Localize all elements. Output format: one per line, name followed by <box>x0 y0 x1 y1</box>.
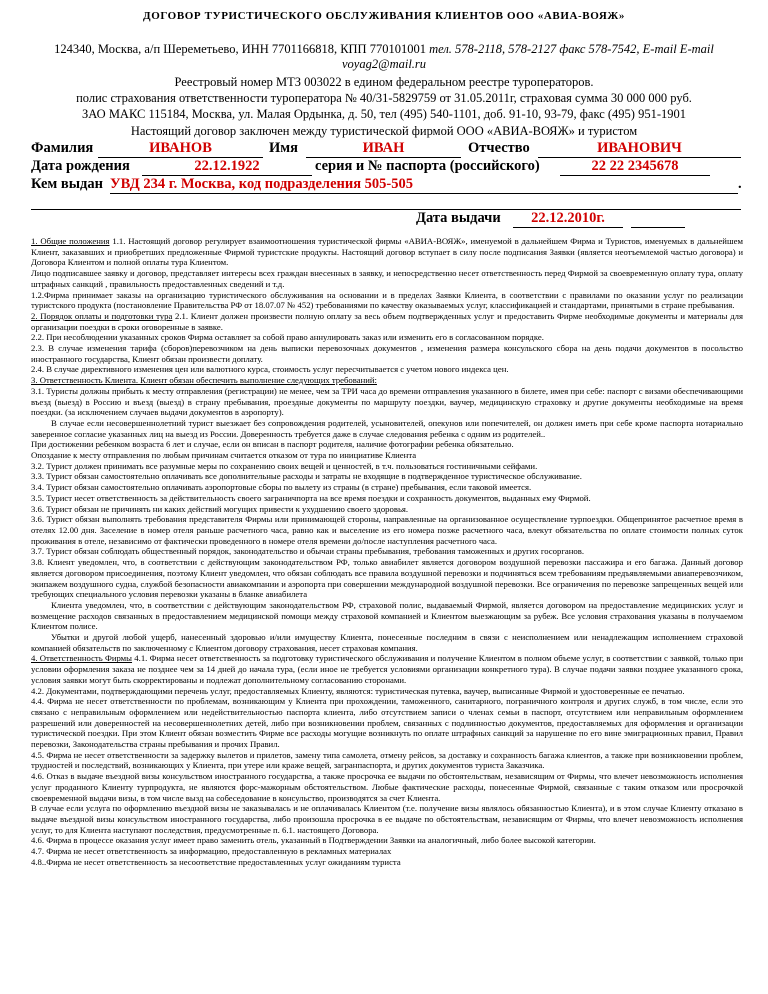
surname-label: Фамилия <box>31 140 94 156</box>
birth-field[interactable]: 22.12.1922 <box>142 158 312 176</box>
issue-date-row <box>31 210 741 230</box>
paragraph: 3.7. Турист обязан соблюдать общественный порядок, законодательство и обычаи страны пребывания, требования таможенных и других госорганов. <box>31 546 585 557</box>
paragraph: 4.2. Документами, подтверждающими перечень услуг, предоставляемых Клиенту, являются: туристическая путевка, ваучер, выписанные Фирмой и удостоверенные ее печатью. <box>31 685 685 696</box>
patronymic-field[interactable]: ИВАНОВИЧ <box>538 140 741 158</box>
paragraph: 3.6. Турист обязан выполнять требования представителя Фирмы или принимающей стороны, направленные на организованное осуществление турпоездки. Общепринятое расчетное время в отелях 12.00 дня. Заселение в номер отеля раньше расчетного часа, равно как и выселение из его номера позже расчетного часа, влекут обязательства по оплате стоимости полных суток проживания в отеле, независимо от фактически проведенного в номере отеля времени до/после наступления расчетного часа. <box>31 514 743 546</box>
issued-field[interactable]: УВД 234 г. Москва, код подразделения 505-505 <box>110 176 738 194</box>
agreement-line: Настоящий договор заключен между туристической фирмой ООО «АВИА-ВОЯЖ» и туристом <box>130 124 638 138</box>
issue-date-label: Дата выдачи <box>416 210 501 226</box>
insurance-policy: полис страхования ответственности туроператора № 40/31-5829759 от 31.05.2011г, страховая сумма 30 000 000 руб. <box>76 91 692 105</box>
birth-passport-row <box>31 158 741 178</box>
section-4-heading: 4. Ответственность Фирмы <box>31 653 133 664</box>
name-row <box>31 140 741 160</box>
paragraph: 4.7. Фирма не несет ответственность за информацию, предоставленную в рекламных материалах <box>31 846 392 857</box>
paragraph: Опоздание к месту отправления по любым причинам считается отказом от тура по инициативе Клиента <box>31 450 417 461</box>
passport-label: серия и № паспорта (российского) <box>315 158 540 174</box>
contract-title: ДОГОВОР ТУРИСТИЧЕСКОГО ОБСЛУЖИВАНИЯ КЛИЕНТОВ ООО «АВИА-ВОЯЖ» <box>143 10 625 22</box>
paragraph: 3.8. Клиент уведомлен, что, в соответствии с действующим законодательством РФ, только авиабилет является договором воздушной перевозки пассажира и его багажа. Данный договор является договором присоединения, поэтому Клиент уведомлен, что обязан соблюдать все правила воздушной перевозки и подчиняться всем требованиям предъявляемыми авиаперевозчиком, экипажем воздушного судна, службой безопасности авиакомпании и аэропорта при совершении международной воздушной перевозки. Все ограничения по перевозке запрещенных вещей или требующих специального условия перевозки указаны в бланке авиабилета <box>31 557 743 600</box>
contract-body <box>31 236 743 867</box>
issued-label: Кем выдан <box>31 176 103 192</box>
issued-row <box>31 176 741 196</box>
section-1-heading: 1. Общие положения <box>31 236 110 246</box>
paragraph: 3.5. Турист несет ответственность за действительность своего заграничпорта на все время поездки и сохранность документов, выданных ему Фирмой. <box>31 492 591 503</box>
paragraph: 3.4. Турист обязан самостоятельно оплачивать аэропортовые сборы по вылету из страны (в стране) пребывания, если таковой имеется. <box>31 482 532 493</box>
section-1: 1. Общие положения 1.1. Настоящий договор регулирует взаимоотношения туристической фирмы «АВИА-ВОЯЖ», именуемой в дальнейшем Фирма и Туристов, именуемых в дальнейшем Клиент, заказавших и приобретших предложенные Фирмой туристские продукты. Настоящий договор вступает в силу после подписания Заявки (является неотъемлемой частью договора) и Договора Клиентом и полной оплаты тура Клиентом. <box>31 236 743 268</box>
insurer-info: ЗАО МАКС 115184, Москва, ул. Малая Ордынка, д. 50, тел (495) 540-1101, доб. 91-10, 93-79, факс (495) 951-1901 <box>82 107 686 121</box>
company-phones: тел. 578-2118, 578-2127 факс 578-7542, E-mail E-mail <box>429 42 714 56</box>
paragraph: 3.1. Туристы должны прибыть к месту отправления (регистрации) не менее, чем за ТРИ часа до времени отправления указанного в билете, имея при себе: паспорт с визами обеспечивающими въезд (выезд) в Россию и въезд (выезд) в страну пребывания, проездные документы по маршруту поездки, ваучер, медицинскую страховку и другие документы необходимые на время поездки. (за исключением случаев выдачи документов в аэропорту). <box>31 385 743 418</box>
section-2: 2. Порядок оплаты и подготовки тура 2.1. Клиент должен произвести полную оплату за весь объем подтвержденных услуг и предоставить Фирме необходимые документы и материалы для организации поездки в сроки оговоренные в заявке. <box>31 310 744 332</box>
registry-number: Реестровый номер МТЗ 003022 в едином федеральном реестре туроператоров. <box>174 75 594 89</box>
section-2-heading: 2. Порядок оплаты и подготовки тура <box>31 310 173 321</box>
patronymic-label: Отчество <box>468 140 530 156</box>
paragraph: Убытки и другой любой ущерб, нанесенный здоровью и/или имуществу Клиента, понесенные последним в связи с неисполнением или ненадлежащим исполнением страховой компанией обязательств по заключенному с Клиентом договору страхования, несет страховая компания. <box>31 632 743 653</box>
passport-field[interactable]: 22 22 2345678 <box>560 158 710 176</box>
name-field[interactable]: ИВАН <box>306 140 461 158</box>
paragraph: При достижении ребенком возраста 6 лет и случае, если он вписан в паспорт родителя, наличие фотографии ребенка обязательно. <box>31 439 514 450</box>
paragraph: 3.2. Турист должен принимать все разумные меры по сохранению своих вещей и ценностей, в т.ч. пользоваться гостиничными сейфами. <box>31 460 538 471</box>
company-email: voyag2@mail.ru <box>341 57 427 71</box>
paragraph: 4.8..Фирма не несет ответственность за несоответствие предоставленных услуг ожиданиям туриста <box>31 856 401 867</box>
paragraph: В случае если несовершеннолетний турист выезжает без сопровождения родителей, усыновителей, опекунов или попечителей, он должен иметь при себе кроме паспорта нотариально заверенное согласие указанных лиц на выезд из России. Доверенность требуется даже в случае следования ребенка с одним из родителей.. <box>31 417 743 439</box>
section-4: 4. Ответственность Фирмы 4.1. Фирма несет ответственность за подготовку туристического обслуживания и получение Клиентом в полном объеме услуг, в соответствии с заявкой, только при условии оформления заказа не позднее чем за 14 дней до начала тура, (если иное не требуется условиями организации конкретного тура). В случае подачи заявки позднее указанного срока, условия заявки могут быть скорректированы и подлежат дополнительному согласованию сторонами. <box>31 653 743 685</box>
paragraph: 2.3. В случае изменения тарифа (сборов)перевозчиком на день выписки перевозочных документов , изменения размера консульского сбора на день подачи документов в посольство иностранного государства, Клиент обязан произвести доплату. <box>31 343 743 364</box>
paragraph: 2.2. При несоблюдении указанных сроков Фирма оставляет за собой право аннулировать заказ или изменить его в согласованном порядке. <box>31 332 544 343</box>
paragraph: 4.6. Отказ в выдаче въездной визы консульством иностранного государства, а также просрочка ее выдачи по обстоятельствам, независящим от Фирмы, что влечет невозможность исполнения услуг проданного Клиенту турпродукта, не являются форс-мажорным обстоятельством. Любые фактические расходы, понесенные Фирмой, связанные с таким отказом или просрочкой своевременной выдачи визы, в том числе вызд на собеседование в консульство, производятся за счет Клиента. <box>31 771 743 803</box>
paragraph: Лицо подписавшее заявку и договор, представляет интересы всех граждан внесенных в заявку, и непосредственно несет ответственность перед Фирмой за своевременную оплату тура, оплату штрафных санкций , правильность предоставленных сведений и т.д. <box>31 268 743 289</box>
issued-end: . <box>738 176 742 192</box>
surname-field[interactable]: ИВАНОВ <box>98 140 263 158</box>
paragraph: 4.5. Фирма не несет ответственности за задержку вылетов и прилетов, замену типа самолета, отмену рейсов, за доставку и сохранность багажа клиентов, а также при возникновении проблем, трудностей и последствий, возникающих у Клиента, при утере или краже вещей, загранпаспорта, и других документов туриста Заказчика. <box>31 749 743 771</box>
name-label: Имя <box>269 140 298 156</box>
company-address-line <box>0 42 768 57</box>
company-address: 124340, Москва, а/п Шереметьево, ИНН 7701166818, КПП 770101001 <box>54 42 426 56</box>
paragraph: 4.4. Фирма не несет ответственности по проблемам, возникающим у Клиента при прохождении, таможенного, санитарного, пограничного контроля и других служб, в том числе, если это связано с неправильным оформлением или недействительностью паспорта клиента, либо отсутствием записи о членах семьи в паспорт, отсутствием или неправильным оформлением разрешений или доверенностей на несовершеннолетних детей, либо при возникновении проблем, связанных с подлинностью документов, предоставляемых для оформления и организации туристической поездки. При этом Клиент обязан возместить Фирме все расходы могущие возникнуть по оплате штрафных санкций за нарушение по его вине эмиграционных правил, Правил перевозки, Законодательства страны пребывания и прочих Правил. <box>31 696 743 750</box>
paragraph: В случае если услуга по оформлению въездной визы не заказывалась и не оплачивалась Клиентом (т.е. получение визы являлось обязанностью Клиента), и в этом случае Клиенту отказано в выдаче въездной визы консульством иностранного государства, либо произошла просрочка в ее выдаче по обстоятельствам, независящим от Фирмы, что влечет невозможность исполнения услуг, то для Клиента наступают последствия, предусмотренные п. 6.1. настоящего Договора. <box>31 803 743 835</box>
issue-date-field[interactable]: 22.12.2010г. <box>513 210 623 228</box>
paragraph: 3.3. Турист обязан самостоятельно оплачивать все дополнительные расходы и затраты не входящие в подтвержденное туристическое обслуживание. <box>31 471 582 482</box>
issue-date-tail-line <box>631 227 685 228</box>
paragraph: 3.6. Турист обязан не причинять ни каких действий могущих привести к ухудшению своего здоровья. <box>31 503 409 514</box>
paragraph: 2.4. В случае директивного изменения цен или валютного курса, стоимость услуг пересчитывается с учетом нового индекса цен. <box>31 364 509 375</box>
section-3-heading: 3. Ответственность Клиента. Клиент обязан обеспечить выполнение следующих требований: <box>31 375 377 386</box>
paragraph: 1.2.Фирма принимает заказы на организацию туристического обслуживания на основании и в пределах Заявки Клиента, в соответствии с правилами по оказании услуг по реализации туристского продукта (постановление Правительства РФ от 18.07.07 № 452) требованиями по качеству оказываемых услуг, классификацией и стандартами, принятыми в стране пребывания. <box>31 289 743 311</box>
paragraph: 4.6. Фирма в процессе оказания услуг имеет право заменить отель, указанный в Подтверждении Заявки на аналогичный, либо более высокой категории. <box>31 835 596 846</box>
paragraph: Клиента уведомлен, что, в соответствии с действующим законодательством РФ, страховой полис, выдаваемый Фирмой, является договором на предоставление медицинских услуг и возмещение расходов связанных в предоставлением медицинской помощи между страховой компанией и Клиентом выезжающим за рубеж. Все условия страхования указаны в получаемом Клиентом полисе. <box>31 599 743 632</box>
birth-label: Дата рождения <box>31 158 130 174</box>
